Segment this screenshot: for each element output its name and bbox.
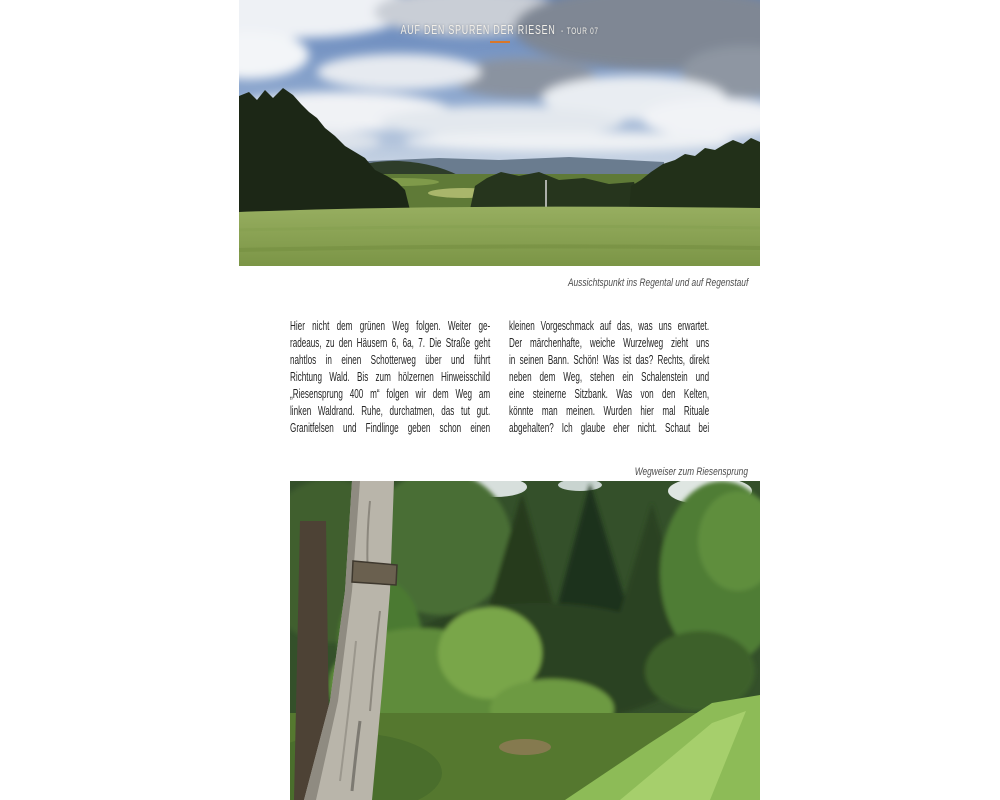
landscape-photo — [239, 0, 760, 266]
text-line: linken Waldrand. Ruhe, durchatmen, das tut gut. — [290, 404, 491, 418]
figure-caption-top — [239, 273, 748, 291]
text-line: neben dem Weg, stehen ein Schalenstein und — [509, 370, 710, 384]
text-line: könnte man meinen. Wurden hier mal Rituale — [509, 404, 710, 418]
text-column-left — [290, 318, 490, 437]
text-line: Richtung Wald. Bis zum hölzernen Hinweisschild — [290, 370, 491, 384]
text-line: „Riesensprung 400 m“ folgen wir dem Weg am — [290, 387, 491, 401]
header-separator: - — [560, 26, 564, 37]
meadow — [239, 207, 760, 266]
text-line: Granitfelsen und Findlinge geben schon einen — [290, 421, 491, 435]
running-header-text — [400, 21, 598, 39]
text-line: in seinen Bann. Schön! Was ist das? Rechts, direkt — [509, 353, 710, 367]
text-column-right — [509, 318, 709, 437]
tour-label: TOUR 07 — [566, 26, 599, 37]
figure-caption-bottom — [239, 462, 748, 480]
caption-text: Wegweiser zum Riesensprung — [634, 466, 748, 478]
wooden-sign — [352, 561, 397, 585]
text-line: nahtlos in einen Schotterweg über und führt — [290, 353, 491, 367]
running-header — [239, 21, 760, 39]
text-line: radeaus, zu den Häusern 6, 6a, 7. Die Straße geht — [290, 336, 491, 350]
accent-rule — [490, 41, 510, 43]
caption-text: Aussichtspunkt ins Regental und auf Regenstauf — [567, 277, 748, 289]
text-line: eine steinerne Sitzbank. Was von den Kelten, — [509, 387, 710, 401]
text-line: abgehalten? Ich glaube eher nicht. Schaut bei — [509, 421, 710, 435]
text-line: kleinen Vorgeschmack auf das, was uns erwartet. — [509, 319, 710, 333]
forest-photo — [290, 481, 760, 800]
book-title: AUF DEN SPUREN DER RIESEN — [400, 22, 556, 37]
text-line: Hier nicht dem grünen Weg folgen. Weiter ge- — [290, 319, 491, 333]
text-line: Der märchenhafte, weiche Wurzelweg zieht uns — [509, 336, 710, 350]
